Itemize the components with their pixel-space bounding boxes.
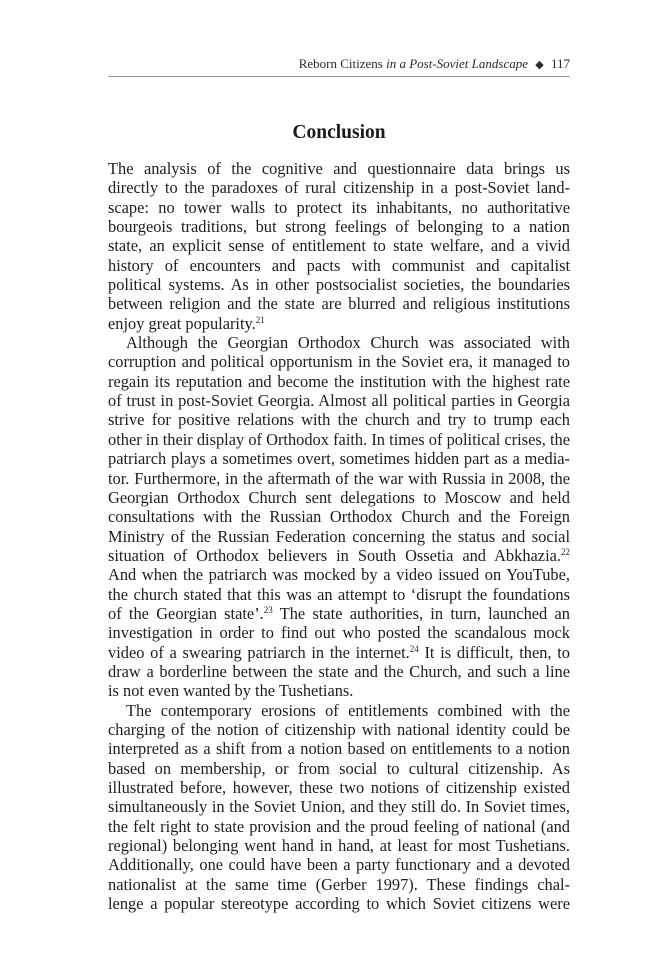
text-run: charging of the notion of citizenship with national identity could be <box>108 719 570 739</box>
paragraph <box>108 333 570 701</box>
text-line <box>108 739 570 758</box>
text-run: enjoy great popularity. <box>108 313 256 333</box>
body-text <box>108 159 570 913</box>
text-line <box>108 217 570 236</box>
text-run: interpreted as a shift from a notion based on entitlements to a notion <box>108 739 570 759</box>
footnote-marker[interactable]: 21 <box>255 314 265 325</box>
text-run: investigation in order to find out who posted the scandalous mock <box>108 623 570 643</box>
running-head <box>108 56 570 73</box>
text-line <box>108 236 570 255</box>
text-run: directly to the paradoxes of rural citizenship in a post-Soviet land- <box>108 178 570 198</box>
text-run: simultaneously in the Soviet Union, and they still do. In Soviet times, <box>108 797 570 817</box>
text-line <box>108 855 570 874</box>
text-run: It is difficult, then, to <box>418 642 570 662</box>
text-run: between religion and the state are blurred and religious institutions <box>108 294 570 314</box>
text-run: video of a swearing patriarch in the internet. <box>108 642 410 662</box>
text-line <box>108 372 570 391</box>
text-line <box>108 817 570 836</box>
diamond-separator-icon: ◆ <box>535 59 544 71</box>
text-run: regain its reputation and become the institution with the highest rate <box>108 371 570 391</box>
text-line <box>108 701 570 720</box>
text-run: patriarch plays a sometimes overt, sometimes hidden part as a media- <box>108 449 570 469</box>
text-line <box>108 314 570 333</box>
paragraph <box>108 159 570 333</box>
text-run: The contemporary erosions of entitlements combined with the <box>126 700 570 720</box>
text-run: based on membership, or from social to cultural citizenship. As <box>108 758 570 778</box>
text-run: Additionally, one could have been a party functionary and a devoted <box>108 855 570 875</box>
text-line <box>108 720 570 739</box>
text-line <box>108 643 570 662</box>
text-run: illustrated before, however, these two notions of citizenship existed <box>108 778 570 797</box>
text-run: the felt right to state provision and the proud feeling of national (and <box>108 816 570 836</box>
text-run: strive for positive relations with the church and try to trump each <box>108 410 570 430</box>
text-line <box>108 662 570 681</box>
text-run: bourgeois traditions, but strong feelings of belonging to a nation <box>108 217 570 237</box>
text-line <box>108 410 570 429</box>
text-line <box>108 352 570 371</box>
page-number: 117 <box>550 56 570 71</box>
text-line <box>108 294 570 313</box>
text-line <box>108 797 570 816</box>
text-line <box>108 488 570 507</box>
header-rule <box>108 76 570 77</box>
running-head-title: Reborn Citizens <box>298 56 383 71</box>
text-line <box>108 681 570 700</box>
footnote-marker[interactable]: 24 <box>409 643 419 654</box>
text-run: corruption and political opportunism in the Soviet era, it managed to <box>108 352 570 372</box>
text-run: situation of Orthodox believers in South Ossetia and Abkhazia. <box>108 545 561 565</box>
text-line <box>108 430 570 449</box>
text-run: regional) belonging went hand in hand, at least for most Tushetians. <box>108 836 570 856</box>
text-line <box>108 836 570 855</box>
text-line <box>108 778 570 797</box>
text-run: history of encounters and pacts with communist and capitalist <box>108 255 570 275</box>
text-line <box>108 759 570 778</box>
text-run: nationalist at the same time (Gerber 1997). These findings chal- <box>108 874 570 894</box>
text-run: the church stated that this was an attempt to ‘disrupt the foundations <box>108 584 570 604</box>
text-line <box>108 565 570 584</box>
text-line <box>108 333 570 352</box>
text-run: Ministry of the Russian Federation concerning the status and social <box>108 526 570 546</box>
text-line <box>108 546 570 565</box>
text-run: The analysis of the cognitive and questionnaire data brings us <box>108 159 570 178</box>
text-line <box>108 159 570 178</box>
running-head-title-italic: in a Post-Soviet Landscape <box>386 56 528 71</box>
footnote-marker[interactable]: 23 <box>263 604 273 615</box>
text-run: is not even wanted by the Tushetians. <box>108 681 354 701</box>
text-line <box>108 623 570 642</box>
text-line <box>108 894 570 913</box>
text-run: draw a borderline between the state and the Church, and such a line <box>108 661 570 681</box>
text-run: Although the Georgian Orthodox Church was associated with <box>126 333 570 353</box>
text-line <box>108 391 570 410</box>
text-run: scape: no tower walls to protect its inhabitants, no authoritative <box>108 197 570 217</box>
text-line <box>108 527 570 546</box>
text-line <box>108 256 570 275</box>
text-line <box>108 585 570 604</box>
text-run: state, an explicit sense of entitlement to state welfare, and a vivid <box>108 236 570 256</box>
text-run: of the Georgian state’. <box>108 603 264 623</box>
text-run: tor. Furthermore, in the aftermath of the war with Russia in 2008, the <box>108 468 570 488</box>
text-run: political systems. As in other postsocialist societies, the boundaries <box>108 275 570 295</box>
text-run: And when the patriarch was mocked by a video issued on YouTube, <box>108 565 570 585</box>
text-run: lenge a popular stereotype according to which Soviet citizens were <box>108 894 570 914</box>
text-run: consultations with the Russian Orthodox Church and the Foreign <box>108 507 570 527</box>
text-line <box>108 604 570 623</box>
text-run: of trust in post-Soviet Georgia. Almost all political parties in Georgia <box>108 391 570 411</box>
text-line <box>108 178 570 197</box>
text-run: other in their display of Orthodox faith. In times of political crises, the <box>108 429 570 449</box>
text-line <box>108 198 570 217</box>
text-run: The state authorities, in turn, launched an <box>272 603 570 623</box>
text-line <box>108 449 570 468</box>
text-line <box>108 275 570 294</box>
text-line <box>108 875 570 894</box>
section-heading: Conclusion <box>292 122 386 143</box>
text-line <box>108 469 570 488</box>
paragraph <box>108 701 570 914</box>
text-line <box>108 507 570 526</box>
text-run: Georgian Orthodox Church sent delegations to Moscow and held <box>108 487 570 507</box>
footnote-marker[interactable]: 22 <box>561 546 570 557</box>
